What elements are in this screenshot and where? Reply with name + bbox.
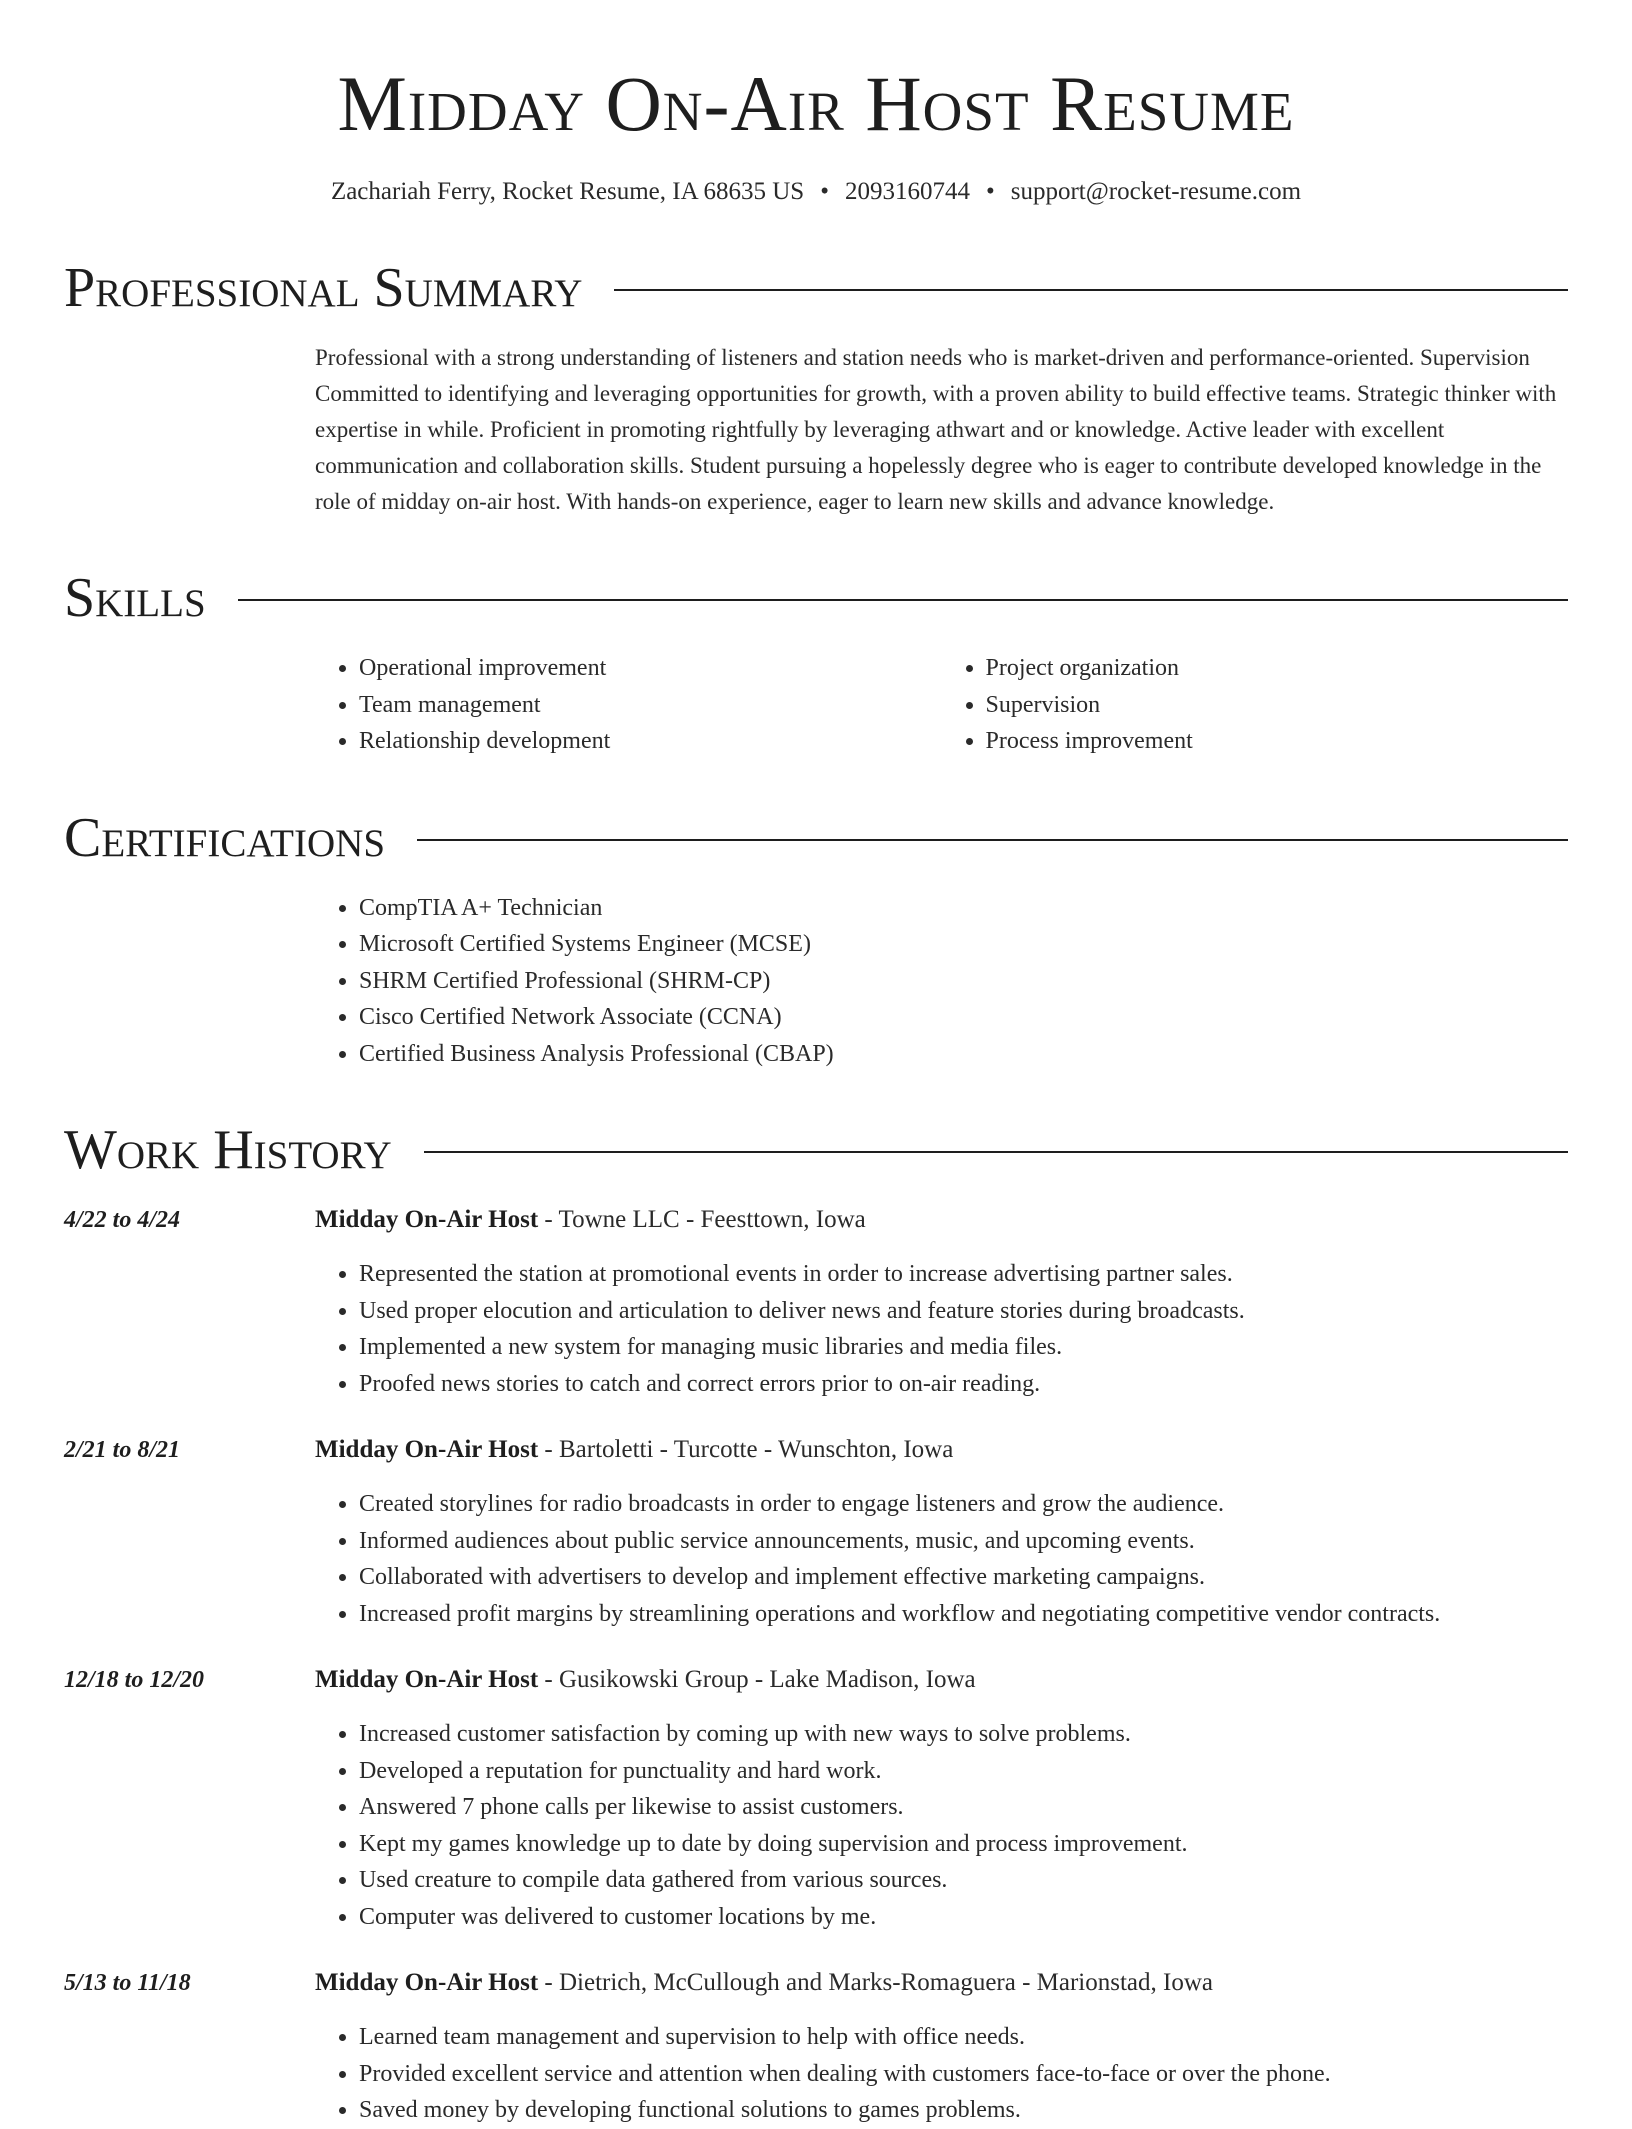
summary-heading: Professional Summary [64,257,583,319]
job-title-line [315,1202,1568,1238]
job-bullet: • Provided excellent service and attention when dealing with customers face-to-face or over the phone. [359,2056,1568,2093]
certifications-section-header [64,806,1568,870]
contact-address: Zachariah Ferry, Rocket Resume, IA 68635 US [330,178,805,205]
job-entry [64,1662,1568,1935]
job-details: - Towne LLC - Feesttown, Iowa [538,1206,866,1233]
contact-separator: • [985,178,995,205]
summary-section-header [64,256,1568,320]
job-entry [64,1432,1568,1632]
contact-phone: 2093160744 [844,178,970,205]
job-title-line [315,1965,1568,2001]
job-entry [64,1202,1568,1402]
job-bullet: • Used proper elocution and articulation to deliver news and feature stories during broadcasts. [359,1293,1568,1330]
skills-column-left [315,650,942,760]
job-title-line [315,1432,1568,1468]
job-bullet: • Implemented a new system for managing music libraries and media files. [359,1329,1568,1366]
section-divider [424,1151,1568,1153]
skill-item: • Team management [359,687,942,724]
contact-separator: • [820,178,829,205]
skill-item: • Process improvement [986,723,1569,760]
job-role: Midday On-Air Host [315,1436,539,1463]
job-entry [64,1965,1568,2129]
skills-list [315,650,1568,760]
skill-item: • Operational improvement [359,650,942,687]
certifications-list [315,890,1568,1073]
job-details: - Bartoletti - Turcotte - Wunschton, Iowa [538,1436,954,1463]
job-title-line [315,1662,1568,1698]
job-role: Midday On-Air Host [315,1206,539,1233]
certification-item: • Cisco Certified Network Associate (CCNA) [359,999,1568,1036]
job-bullet: • Represented the station at promotional events in order to increase advertising partner sales. [359,1256,1568,1293]
job-bullets [315,2019,1568,2129]
skill-item: • Supervision [986,687,1569,724]
job-bullets [315,1256,1568,1402]
job-bullet: • Increased profit margins by streamlining operations and workflow and negotiating competitive vendor contracts. [359,1596,1568,1633]
job-bullet: • Learned team management and supervision to help with office needs. [359,2019,1568,2056]
job-role: Midday On-Air Host [315,1666,539,1693]
contact-line [64,174,1568,210]
job-bullet: • Developed a reputation for punctuality and hard work. [359,1753,1568,1790]
skills-section-header [64,566,1568,630]
job-dates: 2/21 to 8/21 [64,1437,181,1463]
job-bullet: • Increased customer satisfaction by coming up with new ways to solve problems. [359,1716,1568,1753]
job-bullets [315,1716,1568,1935]
summary-text: Professional with a strong understanding of listeners and station needs who is market-driven and performance-oriented. Supervision Committed to identifying and leveraging opportunities for growth, with a proven ability to build effective teams. Strategic thinker with expertise in while. Proficient in promoting rightfully by leveraging athwart and or knowledge. Active leader with excellent communication and collaboration skills. Student pursuing a hopelessly degree who is eager to contribute developed knowledge in the role of midday on-air host. With hands-on experience, eager to learn new skills and advance knowledge. [315,345,1557,514]
certifications-heading: Certifications [64,806,386,869]
certification-item: • SHRM Certified Professional (SHRM-CP) [359,963,1568,1000]
job-dates: 4/22 to 4/24 [64,1207,181,1233]
job-bullet: • Answered 7 phone calls per likewise to assist customers. [359,1789,1568,1826]
job-details: - Gusikowski Group - Lake Madison, Iowa [538,1666,976,1693]
job-bullet: • Collaborated with advertisers to develop and implement effective marketing campaigns. [359,1559,1568,1596]
job-dates: 12/18 to 12/20 [64,1667,205,1693]
section-divider [238,599,1568,601]
job-bullet: • Created storylines for radio broadcasts in order to engage listeners and grow the audience. [359,1486,1568,1523]
skill-item: • Relationship development [359,723,942,760]
certification-item: • CompTIA A+ Technician [359,890,1568,927]
work-history-heading: Work History [64,1119,392,1181]
work-history-section-header [64,1118,1568,1182]
skills-column-right [942,650,1569,760]
section-divider [417,839,1568,841]
certification-item: • Microsoft Certified Systems Engineer (MCSE) [359,926,1568,963]
resume-title: Midday On-Air Host Resume [337,60,1295,147]
job-dates: 5/13 to 11/18 [64,1970,191,1996]
contact-email: support@rocket-resume.com [1010,178,1302,205]
job-bullet: • Proofed news stories to catch and correct errors prior to on-air reading. [359,1366,1568,1403]
certification-item: • Certified Business Analysis Professional (CBAP) [359,1036,1568,1073]
section-divider [614,289,1568,291]
job-bullets [315,1486,1568,1632]
skill-item: • Project organization [986,650,1569,687]
job-bullet: • Computer was delivered to customer locations by me. [359,1899,1568,1936]
job-role: Midday On-Air Host [315,1969,539,1996]
job-bullet: • Kept my games knowledge up to date by doing supervision and process improvement. [359,1826,1568,1863]
job-bullet: • Saved money by developing functional solutions to games problems. [359,2092,1568,2129]
job-bullet: • Informed audiences about public service announcements, music, and upcoming events. [359,1523,1568,1560]
job-bullet: • Used creature to compile data gathered from various sources. [359,1862,1568,1899]
skills-heading: Skills [64,567,206,629]
job-details: - Dietrich, McCullough and Marks-Romaguera - Marionstad, Iowa [538,1969,1214,1996]
